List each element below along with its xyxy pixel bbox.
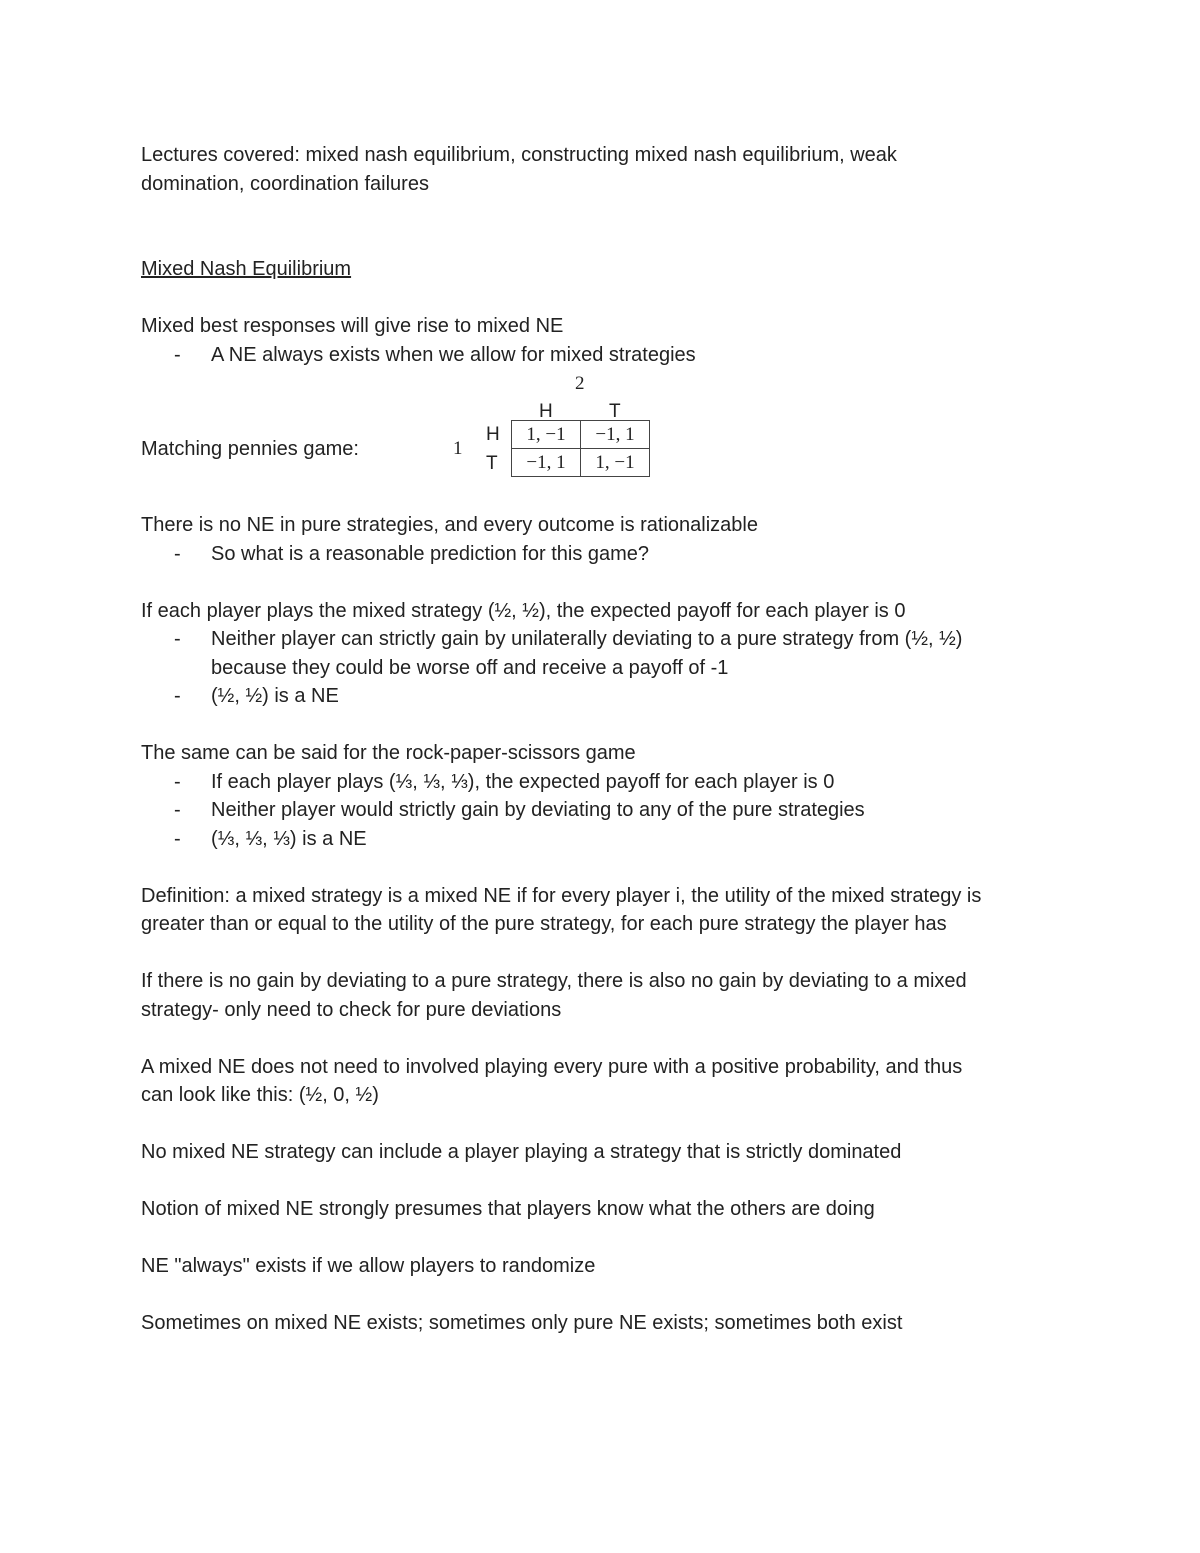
bullet-list — [141, 768, 1071, 854]
document-page — [141, 141, 1071, 1338]
paragraph-line-2: strategy- only need to check for pure deviations — [141, 998, 562, 1021]
row-label-t: T — [486, 453, 498, 474]
payoff-cell: 1, −1 — [581, 449, 650, 477]
list-item-text-line-2: because they could be worse off and receive a payoff of -1 — [211, 656, 729, 679]
dash-marker: - — [174, 628, 181, 650]
payoff-cell: 1, −1 — [512, 421, 581, 449]
paragraph-text: Mixed best responses will give rise to mixed NE — [141, 315, 564, 337]
player-2-label: 2 — [575, 373, 585, 394]
list-item — [141, 682, 1071, 711]
bullet-list — [141, 625, 1071, 711]
row-label-h: H — [486, 424, 500, 445]
intro-line-1: Lectures covered: mixed nash equilibrium, constructing mixed nash equilibrium, weak — [141, 144, 897, 166]
dash-marker: - — [174, 685, 181, 707]
list-item-text: If each player plays (⅓, ⅓, ⅓), the expected payoff for each player is 0 — [211, 770, 835, 793]
payoff-cell: −1, 1 — [512, 449, 581, 477]
paragraph-no-pure-ne — [141, 511, 1071, 568]
paragraph-players-know: Notion of mixed NE strongly presumes that players know what the others are doing — [141, 1198, 875, 1220]
dash-marker: - — [174, 799, 181, 821]
bullet-list — [141, 341, 1071, 370]
column-label-h: H — [539, 401, 553, 422]
list-item-text: A NE always exists when we allow for mixed strategies — [211, 343, 696, 366]
dash-marker: - — [174, 343, 181, 366]
list-item-text: (½, ½) is a NE — [211, 685, 339, 707]
paragraph-positive-probability — [141, 1053, 1071, 1110]
dash-marker: - — [174, 542, 181, 565]
payoff-cell: −1, 1 — [581, 421, 650, 449]
dash-marker: - — [174, 770, 181, 793]
intro-line-2: domination, coordination failures — [141, 172, 429, 195]
paragraph-line-1: If there is no gain by deviating to a pure strategy, there is also no gain by deviating to a mixed — [141, 970, 967, 992]
matching-pennies-game — [141, 369, 1071, 511]
dash-marker: - — [174, 827, 181, 850]
section-heading: Mixed Nash Equilibrium — [141, 258, 352, 280]
intro-paragraph — [141, 141, 1071, 198]
paragraph-no-gain — [141, 967, 1071, 1024]
paragraph-mixed-best-responses — [141, 312, 1071, 369]
table-row — [512, 449, 650, 477]
paragraph-text: The same can be said for the rock-paper-scissors game — [141, 742, 636, 764]
paragraph-definition — [141, 882, 1071, 939]
list-item — [141, 768, 1071, 797]
list-item-text: Neither player would strictly gain by deviating to any of the pure strategies — [211, 799, 865, 821]
paragraph-line-2: can look like this: (½, 0, ½) — [141, 1084, 379, 1106]
paragraph-line-1: Definition: a mixed strategy is a mixed NE if for every player i, the utility of the mixed strategy is — [141, 884, 982, 907]
list-item — [141, 341, 1071, 370]
bullet-list — [141, 540, 1071, 569]
game-label: Matching pennies game: — [141, 438, 359, 460]
list-item — [141, 540, 1071, 569]
player-1-label: 1 — [453, 438, 463, 459]
paragraph-text: If each player plays the mixed strategy (½, ½), the expected payoff for each player is 0 — [141, 599, 906, 622]
table-row — [512, 421, 650, 449]
list-item — [141, 825, 1071, 854]
payoff-table — [511, 420, 650, 477]
paragraph-mixed-half-half — [141, 597, 1071, 711]
paragraph-text: There is no NE in pure strategies, and every outcome is rationalizable — [141, 514, 758, 536]
list-item — [141, 796, 1071, 825]
column-label-t: T — [609, 401, 621, 422]
list-item — [141, 625, 1071, 682]
list-item-text: (⅓, ⅓, ⅓) is a NE — [211, 827, 367, 850]
list-item-text: So what is a reasonable prediction for this game? — [211, 542, 650, 565]
paragraph-sometimes: Sometimes on mixed NE exists; sometimes only pure NE exists; sometimes both exist — [141, 1312, 903, 1334]
paragraph-always-exists: NE "always" exists if we allow players to randomize — [141, 1255, 596, 1277]
paragraph-strictly-dominated: No mixed NE strategy can include a player playing a strategy that is strictly dominated — [141, 1141, 902, 1163]
list-item-text-line-1: Neither player can strictly gain by unilaterally deviating to a pure strategy from (½, ½) — [211, 628, 963, 650]
payoff-matrix — [441, 369, 671, 511]
paragraph-line-2: greater than or equal to the utility of the pure strategy, for each pure strategy the player has — [141, 913, 947, 935]
paragraph-line-1: A mixed NE does not need to involved playing every pure with a positive probability, and thus — [141, 1055, 963, 1078]
paragraph-rock-paper-scissors — [141, 739, 1071, 853]
